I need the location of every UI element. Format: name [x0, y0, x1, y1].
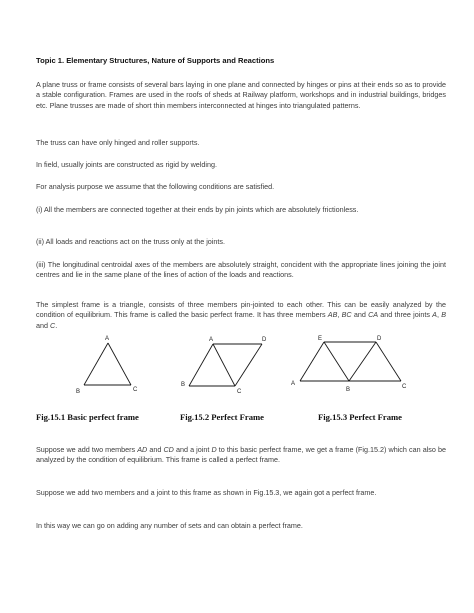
joint-label-c: C	[402, 384, 407, 390]
paragraph-condition-2: (ii) All loads and reactions act on the truss only at the joints.	[36, 237, 225, 246]
paragraph-joints: In field, usually joints are constructed as rigid by welding.	[36, 160, 217, 169]
joint-label-a: A	[209, 337, 214, 343]
paragraph-condition-3: (iii) The longitudinal centroidal axes of the members are absolutely straight, concident with the appropriate lines joining the joint centres and lie in the same plane of the lines of action of the loads and reactions.	[36, 260, 446, 280]
joint-label-a: A	[291, 381, 296, 387]
figure-perfect-frame-3	[291, 336, 407, 393]
joint-label-b: B	[76, 389, 81, 395]
figure-basic-triangle	[76, 336, 138, 395]
paragraph-again-perfect: Suppose we add two members and a joint to this frame as shown in Fig.15.3, we again got a perfect frame.	[36, 488, 377, 497]
paragraph-condition-1: (i) All the members are connected together at their ends by pin joints which are absolutely frictionless.	[36, 205, 359, 214]
figure-caption-15-2: Fig.15.2 Perfect Frame	[180, 412, 264, 422]
joint-label-a: A	[105, 336, 110, 342]
paragraph-add-members: Suppose we add two members AD and CD and a joint D to this basic perfect frame, we get a frame (Fig.15.2) which can also be analyzed by the condition of equilibrium. This frame is called a perfect frame.	[36, 445, 446, 465]
paragraph-assumptions: For analysis purpose we assume that the following conditions are satisfied.	[36, 182, 275, 191]
topic-title: Topic 1. Elementary Structures, Nature of Supports and Reactions	[36, 56, 275, 65]
joint-label-c: C	[237, 389, 242, 395]
joint-label-c: C	[133, 387, 138, 393]
paragraph-simplest-frame: The simplest frame is a triangle, consists of three members pin-jointed to each other. This can be easily analyzed by the condition of equilibrium. This frame is called the basic perfect frame. It has three members AB, BC and CA and three joints A, B and C.	[36, 300, 446, 330]
joint-label-d: D	[377, 336, 382, 342]
figure-perfect-frame-2	[181, 337, 267, 395]
joint-label-b: B	[181, 382, 186, 388]
joint-label-b: B	[346, 387, 351, 393]
joint-label-e: E	[318, 336, 323, 342]
figure-caption-15-1: Fig.15.1 Basic perfect frame	[36, 412, 139, 422]
figure-caption-15-3: Fig.15.3 Perfect Frame	[318, 412, 402, 422]
joint-label-d: D	[262, 337, 267, 343]
paragraph-supports: The truss can have only hinged and roller supports.	[36, 138, 200, 147]
paragraph-intro: A plane truss or frame consists of several bars laying in one plane and connected by hinges or pins at their ends so as to provide a stable configuration. Frames are used in the roofs of sheds at Railway platform, workshops and in industrial buildings, bridges etc. Plane trusses are made of short thin members interconnected at hinges into triangulated patterns.	[36, 80, 446, 110]
paragraph-conclusion: In this way we can go on adding any number of sets and can obtain a perfect frame.	[36, 521, 303, 530]
